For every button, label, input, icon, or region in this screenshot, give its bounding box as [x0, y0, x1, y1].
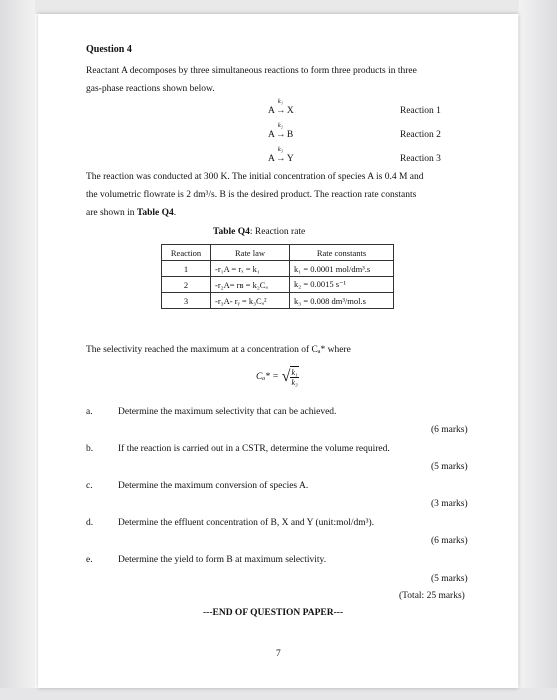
- table-header-row: [162, 245, 394, 261]
- end-of-paper: ---END OF QUESTION PAPER---: [203, 608, 344, 618]
- conditions-line-1: The reaction was conducted at 300 K. The initial concentration of species A is 0.4 M and: [86, 172, 424, 182]
- reaction-equation-1: A→ k₁ X: [268, 98, 294, 116]
- part-a-letter: a.: [86, 407, 93, 417]
- table-cell: -r₂A= rʙ = k₂Cₐ: [211, 277, 290, 293]
- conditions-line-3: are shown in Table Q4.: [86, 208, 177, 218]
- reaction-label-2: Reaction 2: [400, 130, 441, 140]
- conditions-line-2: the volumetric flowrate is 2 dm³/s. B is the desired product. The reaction rate constants: [86, 190, 417, 200]
- reaction-label-3: Reaction 3: [400, 154, 441, 164]
- total-marks: (Total: 25 marks): [399, 591, 465, 601]
- viewer-bottom-bar: [0, 688, 557, 700]
- part-c-marks: (3 marks): [431, 499, 468, 509]
- table-caption: Table Q4: Reaction rate: [213, 227, 306, 237]
- table-cell: k₁ = 0.0001 mol/dm³.s: [290, 261, 394, 277]
- table-row: [162, 261, 394, 277]
- reaction-equation-3: A→ k₃ Y: [268, 146, 294, 164]
- part-e-text: Determine the yield to form B at maximum selectivity.: [118, 555, 327, 565]
- part-a-marks: (6 marks): [431, 425, 468, 435]
- table-cell: -r₁A = rₓ = k₁: [211, 261, 290, 277]
- viewer-left-margin: [0, 0, 35, 700]
- page-number: 7: [276, 649, 281, 659]
- intro-line-2: gas-phase reactions shown below.: [86, 84, 215, 94]
- table-header-cell: Rate law: [211, 245, 290, 261]
- part-d-text: Determine the effluent concentration of B, X and Y (unit:mol/dm³).: [118, 518, 375, 528]
- viewer-top-bar: [0, 0, 557, 14]
- viewer-right-margin: [519, 0, 557, 700]
- table-cell: 1: [162, 261, 211, 277]
- table-row: [162, 293, 394, 309]
- part-a-text: Determine the maximum selectivity that can be achieved.: [118, 407, 337, 417]
- part-e-marks: (5 marks): [431, 574, 468, 584]
- reaction-label-1: Reaction 1: [400, 106, 441, 116]
- part-b-text: If the reaction is carried out in a CSTR, determine the volume required.: [118, 444, 390, 454]
- part-c-text: Determine the maximum conversion of species A.: [118, 481, 309, 491]
- part-b-marks: (5 marks): [431, 462, 468, 472]
- part-e-letter: e.: [86, 555, 93, 565]
- selectivity-text: The selectivity reached the maximum at a concentration of Cₐ* where: [86, 345, 351, 355]
- part-b-letter: b.: [86, 444, 94, 454]
- part-c-letter: c.: [86, 481, 93, 491]
- question-title: Question 4: [86, 44, 132, 55]
- table-row: [162, 277, 394, 293]
- table-cell: -r₃A- rᵧ = k₃Cₐ²: [211, 293, 290, 309]
- table-header-cell: Reaction: [162, 245, 211, 261]
- table-cell: k₃ = 0.008 dm³/mol.s: [290, 293, 394, 309]
- table-header-cell: Rate constants: [290, 245, 394, 261]
- table-cell: k₂ = 0.0015 s⁻¹: [290, 277, 394, 293]
- table-cell: 3: [162, 293, 211, 309]
- part-d-letter: d.: [86, 518, 94, 528]
- intro-line-1: Reactant A decomposes by three simultaneous reactions to form three products in three: [86, 66, 417, 76]
- part-d-marks: (6 marks): [431, 536, 468, 546]
- rate-table: [161, 244, 394, 309]
- document-page: [38, 14, 518, 688]
- selectivity-formula: Cₐ* = √ $\frac{\text{k₁}}{\text{k₃}}$: [256, 367, 298, 387]
- reaction-equation-2: A→ k₂ B: [268, 122, 294, 140]
- table-cell: 2: [162, 277, 211, 293]
